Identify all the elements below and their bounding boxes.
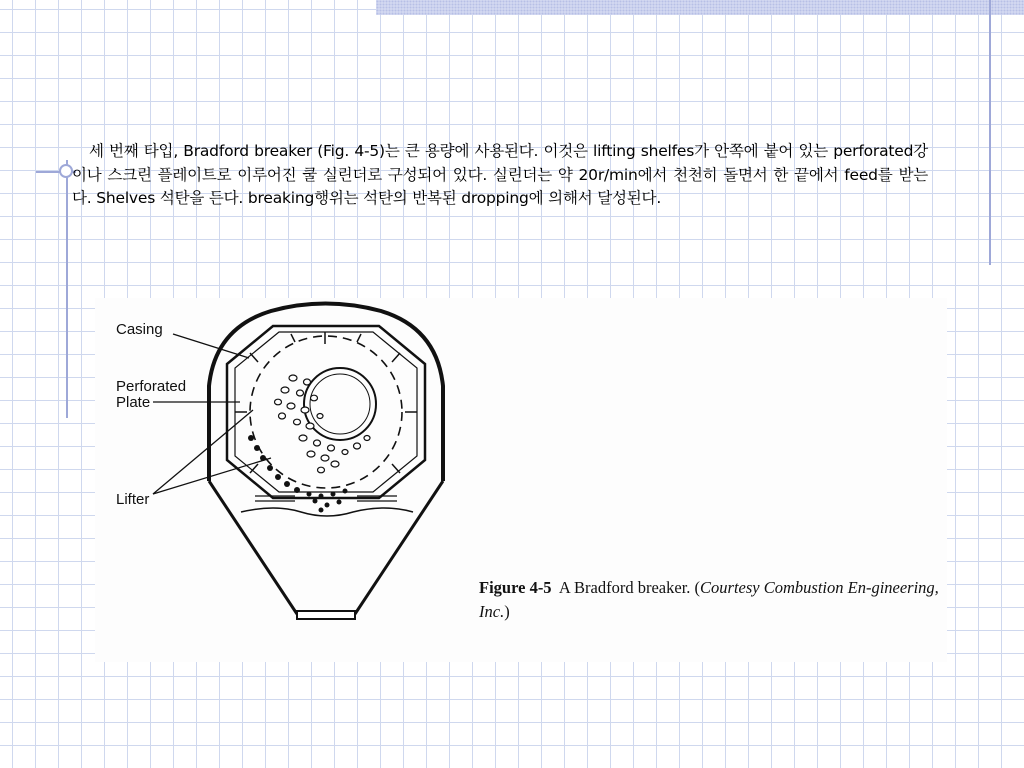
figure-bradford-breaker <box>95 298 947 662</box>
figure-caption <box>479 576 939 624</box>
label-lifter: Lifter <box>116 491 150 508</box>
body-paragraph: 세 번째 타입, Bradford breaker (Fig. 4-5)는 큰 용량에 사용된다. 이것은 lifting shelfes가 안쪽에 붙어 있는 perforated강이나 스크린 플레이트로 이루어진 쿨 실린더로 구성되어 있다. 실린더는 약 20r/min에서 천천히 돌면서 한 끝에서 feed를 받는다. Shelves 석탄을 든다. breaking행위는 석탄의 반복된 dropping에 의해서 달성된다. <box>72 142 928 207</box>
decorative-vertical-line-right <box>989 0 991 265</box>
figure-title: A Bradford breaker. <box>558 578 691 597</box>
credit-close: ) <box>504 602 510 621</box>
decorative-circle-icon <box>59 164 73 178</box>
label-perforated: Perforated <box>116 378 187 395</box>
figure-credit: Courtesy Combustion En-gineering, Inc. <box>479 578 939 621</box>
decorative-vertical-line-left <box>66 160 68 418</box>
breaker-drawing <box>153 304 443 620</box>
decorative-top-band <box>376 0 1024 15</box>
figure-number: Figure 4-5 <box>479 578 552 597</box>
credit-open: ( <box>694 578 701 597</box>
label-casing: Casing <box>116 321 163 338</box>
label-plate: Plate <box>116 394 151 411</box>
